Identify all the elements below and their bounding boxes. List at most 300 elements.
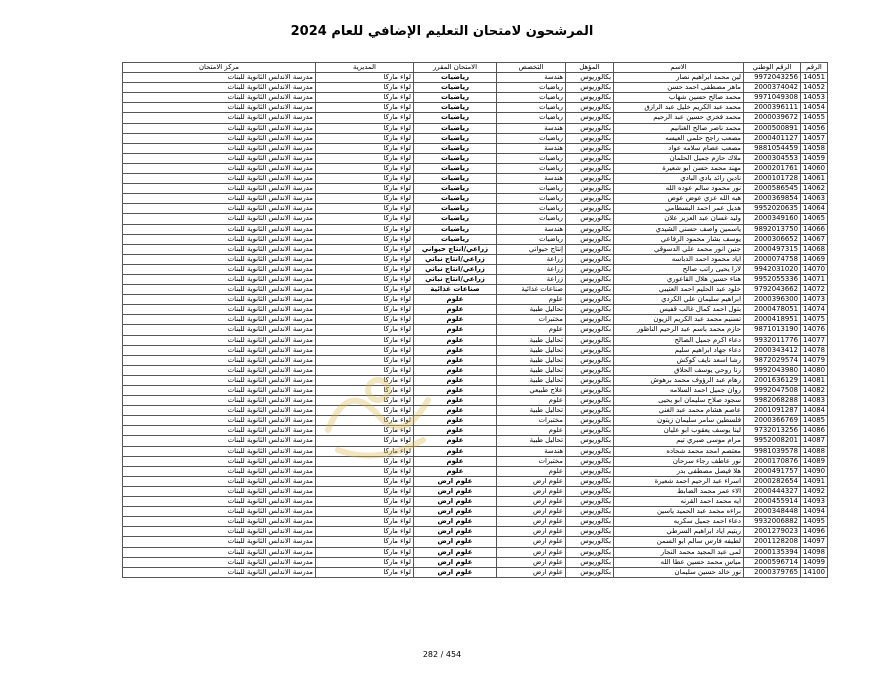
cell-exam: علوم [414,325,497,335]
cell-national-id: 9952055336 [744,274,801,284]
cell-exam: علوم ارض [414,486,497,496]
cell-name: لارا يحيى راتب صالح [614,264,744,274]
cell-specialization: علوم ارض [497,486,566,496]
page-title: المرشحون لامتحان التعليم الإضافي للعام 2024 [290,24,594,39]
cell-exam-center: مدرسة الاندلس الثانوية للبنات [123,426,316,436]
cell-directorate: لواء ماركا [316,446,414,456]
cell-specialization: علوم ارض [497,537,566,547]
table-row [123,426,828,436]
table-row [123,295,828,305]
cell-qualification: بكالوريوس [566,355,614,365]
cell-qualification: بكالوريوس [566,224,614,234]
cell-qualification: بكالوريوس [566,234,614,244]
cell-specialization: رياضيات [497,83,566,93]
table-row [123,214,828,224]
cell-name: جنين انور محمد علي الدسوقي [614,244,744,254]
cell-national-id: 2001279023 [744,527,801,537]
cell-specialization: رياضيات [497,103,566,113]
cell-specialization: هندسة [497,73,566,83]
cell-national-id: 2000201761 [744,163,801,173]
cell-national-id: 2000135394 [744,547,801,557]
cell-serial: 14098 [801,547,828,557]
cell-exam-center: مدرسة الاندلس الثانوية للبنات [123,416,316,426]
cell-exam-center: مدرسة الاندلس الثانوية للبنات [123,295,316,305]
cell-national-id: 2000500891 [744,123,801,133]
cell-directorate: لواء ماركا [316,204,414,214]
cell-serial: 14059 [801,153,828,163]
cell-directorate: لواء ماركا [316,133,414,143]
cell-national-id: 2000343412 [744,345,801,355]
cell-national-id: 9792043662 [744,285,801,295]
cell-specialization: هندسة [497,174,566,184]
cell-directorate: لواء ماركا [316,143,414,153]
header-exam: الامتحان المقرر [414,63,497,73]
cell-exam: رياضيات [414,194,497,204]
table-row [123,446,828,456]
cell-qualification: بكالوريوس [566,517,614,527]
cell-directorate: لواء ماركا [316,194,414,204]
cell-directorate: لواء ماركا [316,224,414,234]
cell-national-id: 2000444327 [744,486,801,496]
cell-specialization: مختبرات [497,315,566,325]
cell-qualification: بكالوريوس [566,335,614,345]
cell-exam: علوم [414,345,497,355]
cell-exam-center: مدرسة الاندلس الثانوية للبنات [123,184,316,194]
cell-qualification: بكالوريوس [566,507,614,517]
cell-qualification: بكالوريوس [566,103,614,113]
cell-directorate: لواء ماركا [316,557,414,567]
cell-national-id: 2000401127 [744,133,801,143]
cell-serial: 14056 [801,123,828,133]
cell-serial: 14073 [801,295,828,305]
cell-specialization: زراعة [497,254,566,264]
cell-exam: علوم [414,295,497,305]
cell-serial: 14096 [801,527,828,537]
cell-qualification: بكالوريوس [566,345,614,355]
cell-exam: علوم [414,335,497,345]
cell-specialization: رياضيات [497,133,566,143]
cell-specialization: رياضيات [497,234,566,244]
cell-exam-center: مدرسة الاندلس الثانوية للبنات [123,345,316,355]
cell-exam-center: مدرسة الاندلس الثانوية للبنات [123,497,316,507]
cell-name: دعاء احمد جميل سكريه [614,517,744,527]
cell-qualification: بكالوريوس [566,133,614,143]
cell-qualification: بكالوريوس [566,436,614,446]
cell-serial: 14087 [801,436,828,446]
cell-exam: علوم ارض [414,527,497,537]
cell-national-id: 2001636129 [744,375,801,385]
cell-qualification: بكالوريوس [566,295,614,305]
cell-name: نادين رائد بادي البادي [614,174,744,184]
cell-exam-center: مدرسة الاندلس الثانوية للبنات [123,274,316,284]
cell-name: رنا روحي يوسف الحلاق [614,365,744,375]
cell-qualification: بكالوريوس [566,204,614,214]
table-row [123,476,828,486]
cell-serial: 14074 [801,305,828,315]
cell-directorate: لواء ماركا [316,426,414,436]
cell-directorate: لواء ماركا [316,325,414,335]
cell-specialization: مختبرات [497,456,566,466]
cell-exam: رياضيات [414,123,497,133]
cell-exam-center: مدرسة الاندلس الثانوية للبنات [123,305,316,315]
cell-exam-center: مدرسة الاندلس الثانوية للبنات [123,456,316,466]
cell-name: هبه الله عزي عوض عوض [614,194,744,204]
cell-specialization: صناعات غذائية [497,285,566,295]
cell-qualification: بكالوريوس [566,305,614,315]
cell-specialization: علوم ارض [497,476,566,486]
cell-qualification: بكالوريوس [566,527,614,537]
cell-specialization: تحاليل طبية [497,375,566,385]
table-row [123,315,828,325]
cell-exam: رياضيات [414,113,497,123]
cell-specialization: تحاليل طبية [497,335,566,345]
cell-name: هناء حسين هلال القاعوري [614,274,744,284]
cell-national-id: 2000586545 [744,184,801,194]
cell-directorate: لواء ماركا [316,163,414,173]
cell-exam: علوم [414,446,497,456]
cell-exam: رياضيات [414,163,497,173]
table-row [123,406,828,416]
cell-specialization: مختبرات [497,416,566,426]
cell-exam: علوم [414,355,497,365]
cell-national-id: 9932011776 [744,335,801,345]
cell-exam-center: مدرسة الاندلس الثانوية للبنات [123,264,316,274]
cell-exam-center: مدرسة الاندلس الثانوية للبنات [123,123,316,133]
cell-exam-center: مدرسة الاندلس الثانوية للبنات [123,446,316,456]
cell-qualification: بكالوريوس [566,143,614,153]
cell-qualification: بكالوريوس [566,325,614,335]
cell-specialization: زراعة [497,274,566,284]
cell-directorate: لواء ماركا [316,386,414,396]
cell-exam-center: مدرسة الاندلس الثانوية للبنات [123,396,316,406]
cell-directorate: لواء ماركا [316,234,414,244]
table-row [123,194,828,204]
table-row [123,93,828,103]
cell-exam: زراعي/انتاج نباتي [414,274,497,284]
cell-serial: 14064 [801,204,828,214]
cell-exam-center: مدرسة الاندلس الثانوية للبنات [123,325,316,335]
cell-national-id: 9992047508 [744,386,801,396]
cell-national-id: 9942031020 [744,264,801,274]
cell-name: نور خالد حسين سليمان [614,567,744,577]
cell-name: يوسف بشار محمود الرفاعي [614,234,744,244]
cell-exam: علوم ارض [414,567,497,577]
cell-directorate: لواء ماركا [316,123,414,133]
table-row [123,285,828,295]
cell-specialization: تحاليل طبية [497,365,566,375]
cell-specialization: علوم ارض [497,517,566,527]
cell-exam-center: مدرسة الاندلس الثانوية للبنات [123,436,316,446]
cell-serial: 14070 [801,264,828,274]
cell-national-id: 2000374042 [744,83,801,93]
table-row [123,466,828,476]
cell-national-id: 2000306652 [744,234,801,244]
cell-national-id: 2000348448 [744,507,801,517]
cell-exam: زراعي/انتاج نباتي [414,254,497,264]
cell-exam: زراعي/انتاج حيواني [414,244,497,254]
cell-specialization: علوم ارض [497,547,566,557]
cell-serial: 14077 [801,335,828,345]
cell-exam-center: مدرسة الاندلس الثانوية للبنات [123,93,316,103]
cell-directorate: لواء ماركا [316,355,414,365]
header-exam-center: مركز الامتحان [123,63,316,73]
cell-directorate: لواء ماركا [316,254,414,264]
table-row [123,174,828,184]
cell-name: حازم محمد باسم عبد الرحيم الناظور [614,325,744,335]
table-row [123,507,828,517]
cell-name: براءه محمد عبد الحميد ياسين [614,507,744,517]
cell-exam-center: مدرسة الاندلس الثانوية للبنات [123,507,316,517]
cell-name: دعاء جهاد ابراهيم سليم [614,345,744,355]
cell-qualification: بكالوريوس [566,426,614,436]
cell-specialization: هندسة [497,224,566,234]
cell-serial: 14072 [801,285,828,295]
cell-specialization: علوم ارض [497,557,566,567]
cell-directorate: لواء ماركا [316,375,414,385]
cell-exam-center: مدرسة الاندلس الثانوية للبنات [123,285,316,295]
cell-national-id: 2000369854 [744,194,801,204]
cell-serial: 14066 [801,224,828,234]
cell-national-id: 9971049308 [744,93,801,103]
cell-specialization: هندسة [497,143,566,153]
cell-exam: رياضيات [414,204,497,214]
cell-qualification: بكالوريوس [566,163,614,173]
cell-name: تسنيم محمد عبد الكريم الزيون [614,315,744,325]
cell-specialization: رياضيات [497,113,566,123]
cell-exam-center: مدرسة الاندلس الثانوية للبنات [123,386,316,396]
table-row [123,244,828,254]
cell-national-id: 2000101728 [744,174,801,184]
cell-specialization: تحاليل طبية [497,436,566,446]
cell-name: ابراهيم سليمان علي الكردي [614,295,744,305]
header-national-id: الرقم الوطني [744,63,801,73]
table-row [123,396,828,406]
cell-exam: رياضيات [414,133,497,143]
cell-exam: علوم ارض [414,497,497,507]
cell-name: محمد صالح حسين شهاب [614,93,744,103]
cell-directorate: لواء ماركا [316,184,414,194]
cell-specialization: رياضيات [497,184,566,194]
cell-name: روان جميل احمد السلامه [614,386,744,396]
table-row [123,436,828,446]
cell-qualification: بكالوريوس [566,446,614,456]
cell-national-id: 9981039578 [744,446,801,456]
cell-specialization: رياضيات [497,93,566,103]
cell-name: محمد فخري حسين عبد الرحيم [614,113,744,123]
cell-exam: علوم [414,365,497,375]
cell-specialization: علوم ارض [497,507,566,517]
cell-name: مصعب راجح حلمي العيسه [614,133,744,143]
cell-qualification: بكالوريوس [566,406,614,416]
cell-name: رشا اسعد نايف كوكش [614,355,744,365]
cell-serial: 14099 [801,557,828,567]
cell-name: خلود عبد الحليم احمد العتيبي [614,285,744,295]
cell-specialization: إنتاج حيواني [497,244,566,254]
cell-exam: علوم [414,406,497,416]
page-number: 282 / 454 [422,650,462,659]
cell-name: هديل عمر احمد البسطامي [614,204,744,214]
cell-exam: علوم [414,416,497,426]
cell-exam-center: مدرسة الاندلس الثانوية للبنات [123,365,316,375]
table-row [123,305,828,315]
cell-serial: 14085 [801,416,828,426]
cell-directorate: لواء ماركا [316,567,414,577]
cell-exam-center: مدرسة الاندلس الثانوية للبنات [123,254,316,264]
cell-serial: 14078 [801,345,828,355]
cell-name: نور محمود سالم عوده الله [614,184,744,194]
cell-serial: 14081 [801,375,828,385]
cell-qualification: بكالوريوس [566,254,614,264]
cell-specialization: تحاليل طبية [497,345,566,355]
table-row [123,184,828,194]
cell-exam-center: مدرسة الاندلس الثانوية للبنات [123,224,316,234]
cell-exam-center: مدرسة الاندلس الثانوية للبنات [123,83,316,93]
cell-qualification: بكالوريوس [566,83,614,93]
table-row [123,416,828,426]
table-row [123,234,828,244]
cell-national-id: 2000379765 [744,567,801,577]
cell-exam: علوم [414,305,497,315]
cell-qualification: بكالوريوس [566,537,614,547]
cell-national-id: 2000596714 [744,557,801,567]
header-name: الاسم [614,63,744,73]
cell-directorate: لواء ماركا [316,466,414,476]
cell-exam: علوم [414,436,497,446]
cell-qualification: بكالوريوس [566,244,614,254]
cell-national-id: 2000418951 [744,315,801,325]
cell-qualification: بكالوريوس [566,375,614,385]
cell-directorate: لواء ماركا [316,517,414,527]
cell-exam: علوم ارض [414,557,497,567]
cell-exam: رياضيات [414,174,497,184]
cell-qualification: بكالوريوس [566,456,614,466]
cell-national-id: 9972043256 [744,73,801,83]
cell-serial: 14052 [801,83,828,93]
cell-directorate: لواء ماركا [316,93,414,103]
header-qualification: المؤهل [566,63,614,73]
cell-directorate: لواء ماركا [316,537,414,547]
cell-name: وليد غسان عبد العزيز علان [614,214,744,224]
cell-qualification: بكالوريوس [566,497,614,507]
cell-exam: علوم ارض [414,547,497,557]
cell-serial: 14065 [801,214,828,224]
cell-name: ماهر مصطفى احمد حسن [614,83,744,93]
cell-exam: علوم [414,466,497,476]
cell-exam: رياضيات [414,103,497,113]
cell-name: فلسطين سامر سليمان زيتون [614,416,744,426]
cell-exam: علوم [414,456,497,466]
cell-serial: 14075 [801,315,828,325]
cell-name: الاء عمر محمد الضابط [614,486,744,496]
cell-qualification: بكالوريوس [566,184,614,194]
cell-qualification: بكالوريوس [566,285,614,295]
candidates-table [122,62,828,578]
cell-qualification: بكالوريوس [566,416,614,426]
cell-name: سجود صلاح سليمان ابو يحيى [614,396,744,406]
cell-exam-center: مدرسة الاندلس الثانوية للبنات [123,214,316,224]
cell-qualification: بكالوريوس [566,547,614,557]
cell-qualification: بكالوريوس [566,486,614,496]
cell-exam-center: مدرسة الاندلس الثانوية للبنات [123,517,316,527]
table-row [123,113,828,123]
cell-specialization: رياضيات [497,214,566,224]
cell-serial: 14093 [801,497,828,507]
cell-serial: 14051 [801,73,828,83]
cell-qualification: بكالوريوس [566,123,614,133]
cell-qualification: بكالوريوس [566,174,614,184]
cell-name: مهند محمد حسن ابو شعيرة [614,163,744,173]
cell-national-id: 9952020635 [744,204,801,214]
cell-national-id: 2001128208 [744,537,801,547]
cell-exam-center: مدرسة الاندلس الثانوية للبنات [123,174,316,184]
cell-directorate: لواء ماركا [316,83,414,93]
cell-exam: رياضيات [414,153,497,163]
cell-exam-center: مدرسة الاندلس الثانوية للبنات [123,163,316,173]
cell-specialization: رياضيات [497,153,566,163]
cell-directorate: لواء ماركا [316,406,414,416]
cell-national-id: 9881054459 [744,143,801,153]
cell-exam: رياضيات [414,93,497,103]
cell-national-id: 9982068288 [744,396,801,406]
cell-exam-center: مدرسة الاندلس الثانوية للبنات [123,466,316,476]
cell-national-id: 2000282654 [744,476,801,486]
cell-specialization: هندسة [497,123,566,133]
cell-national-id: 2000074758 [744,254,801,264]
cell-serial: 14067 [801,234,828,244]
table-row [123,456,828,466]
cell-specialization: علاج طبيعي [497,386,566,396]
cell-exam-center: مدرسة الاندلس الثانوية للبنات [123,204,316,214]
cell-qualification: بكالوريوس [566,365,614,375]
cell-exam: علوم [414,375,497,385]
table-row [123,547,828,557]
cell-name: دعاء اكرم جميل الصالح [614,335,744,345]
cell-serial: 14100 [801,567,828,577]
table-row [123,335,828,345]
header-directorate: المديرية [316,63,414,73]
cell-exam-center: مدرسة الاندلس الثانوية للبنات [123,527,316,537]
cell-exam-center: مدرسة الاندلس الثانوية للبنات [123,133,316,143]
cell-exam: صناعات غذائية [414,285,497,295]
cell-specialization: علوم [497,466,566,476]
cell-specialization: رياضيات [497,204,566,214]
cell-specialization: علوم [497,325,566,335]
cell-name: لمى عبد المجيد محمد النجار [614,547,744,557]
cell-specialization: تحاليل طبية [497,305,566,315]
table-row [123,153,828,163]
cell-serial: 14071 [801,274,828,284]
cell-exam-center: مدرسة الاندلس الثانوية للبنات [123,335,316,345]
cell-exam-center: مدرسة الاندلس الثانوية للبنات [123,103,316,113]
cell-serial: 14086 [801,426,828,436]
cell-name: محمد عبد الكريم خليل عبد الرازق [614,103,744,113]
cell-directorate: لواء ماركا [316,365,414,375]
cell-exam-center: مدرسة الاندلس الثانوية للبنات [123,567,316,577]
cell-directorate: لواء ماركا [316,295,414,305]
cell-directorate: لواء ماركا [316,527,414,537]
cell-qualification: بكالوريوس [566,476,614,486]
cell-name: اسراء عبد الرحيم احمد شعيرة [614,476,744,486]
table-row [123,204,828,214]
cell-serial: 14069 [801,254,828,264]
cell-directorate: لواء ماركا [316,476,414,486]
cell-exam: رياضيات [414,73,497,83]
table-row [123,274,828,284]
cell-directorate: لواء ماركا [316,214,414,224]
cell-name: معتصم امجد محمد شحاده [614,446,744,456]
cell-serial: 14054 [801,103,828,113]
table-row [123,163,828,173]
